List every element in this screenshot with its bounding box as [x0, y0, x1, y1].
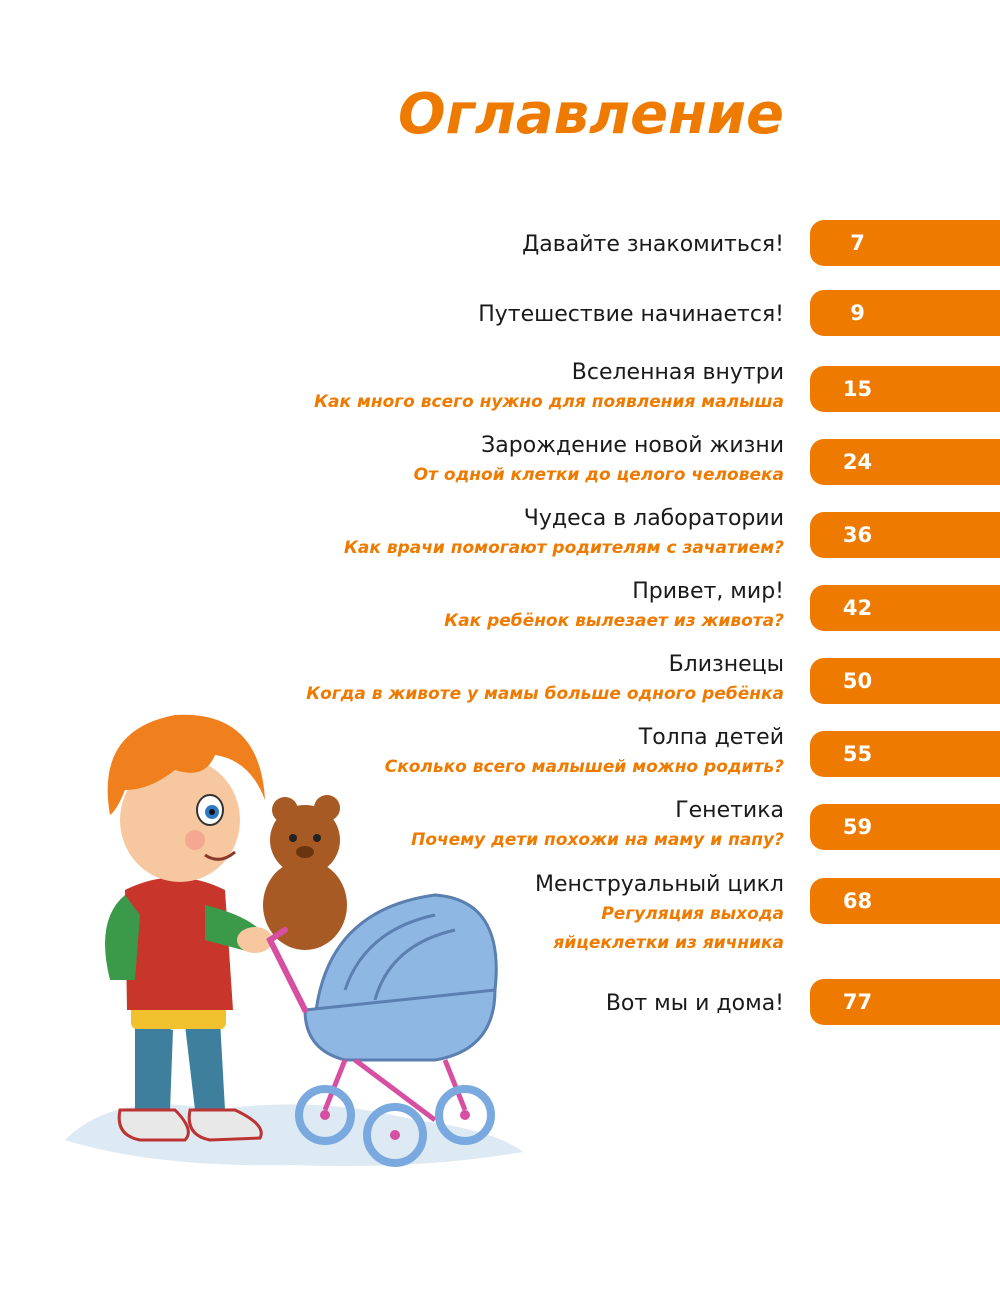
toc-entry-subtitle: Почему дети похожи на маму и папу?	[411, 830, 784, 850]
page-number-tab[interactable]	[810, 878, 1000, 924]
toc-entry-subtitle: От одной клетки до целого человека	[413, 465, 784, 485]
page-number-tab[interactable]	[810, 804, 1000, 850]
toc-entry-title: Толпа детей	[638, 725, 784, 750]
page-number: 36	[842, 523, 873, 547]
toc-entry-subtitle: Как много всего нужно для появления малыша	[314, 392, 784, 412]
toc-entry-title: Вселенная внутри	[571, 360, 784, 385]
boy-with-pram-illustration	[55, 690, 525, 1180]
page-number: 55	[842, 742, 873, 766]
toc-entry-subtitle: Когда в животе у мамы больше одного ребёнка	[306, 684, 784, 704]
page-number: 50	[842, 669, 873, 693]
toc-entry-subtitle-line2: яйцеклетки из яичника	[553, 933, 784, 953]
toc-entry-title: Путешествие начинается!	[478, 302, 784, 327]
toc-entry-title: Генетика	[675, 798, 784, 823]
page-number-tab[interactable]	[810, 512, 1000, 558]
page-number: 42	[842, 596, 873, 620]
page-number-tab[interactable]	[810, 731, 1000, 777]
page-number-tab[interactable]	[810, 979, 1000, 1025]
toc-entry-title: Близнецы	[668, 652, 784, 677]
page-number: 7	[850, 231, 865, 255]
page-number: 24	[842, 450, 873, 474]
toc-entry-subtitle: Как врачи помогают родителям с зачатием?	[344, 538, 784, 558]
toc-entry-title: Менструальный цикл	[535, 872, 784, 897]
toc-entry-title: Привет, мир!	[632, 579, 784, 604]
page-number: 15	[842, 377, 873, 401]
toc-entry-subtitle: Сколько всего малышей можно родить?	[384, 757, 784, 777]
page-number-tab[interactable]	[810, 439, 1000, 485]
page-number-tab[interactable]	[810, 585, 1000, 631]
toc-entry-subtitle: Как ребёнок вылезает из живота?	[444, 611, 784, 631]
toc-entry-title: Зарождение новой жизни	[481, 433, 784, 458]
toc-entry-title: Чудеса в лаборатории	[523, 506, 784, 531]
page-number-tab[interactable]	[810, 658, 1000, 704]
toc-entry-title: Вот мы и дома!	[605, 991, 784, 1016]
toc-entry-subtitle: Регуляция выхода	[601, 904, 784, 924]
page-number: 9	[850, 301, 865, 325]
page-number: 59	[842, 815, 873, 839]
toc-entry-title: Давайте знакомиться!	[522, 232, 784, 257]
page-number-tab[interactable]	[810, 366, 1000, 412]
page-title: Оглавление	[397, 82, 784, 147]
page-number: 77	[842, 990, 873, 1014]
page-number-tab[interactable]	[810, 220, 1000, 266]
page-number: 68	[842, 889, 873, 913]
page-number-tab[interactable]	[810, 290, 1000, 336]
